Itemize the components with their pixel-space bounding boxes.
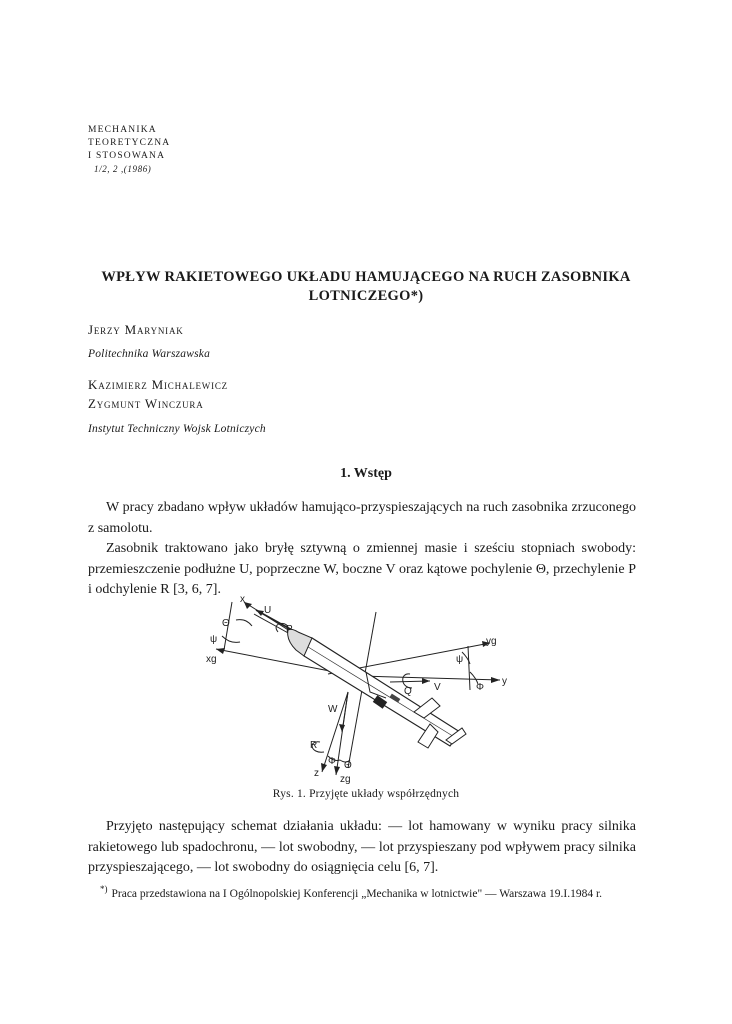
author-3: Zygmunt Winczura: [88, 396, 204, 411]
label-xg: xg: [206, 654, 217, 665]
psi-left-arc: [222, 636, 240, 642]
label-x: x: [240, 594, 245, 605]
right-reference-line: [468, 646, 470, 690]
scheme-paragraph: [88, 817, 636, 879]
label-yg: yg: [486, 636, 497, 647]
journal-name-line1: MECHANIKA: [88, 125, 157, 135]
label-psi-right: ψ: [456, 654, 464, 665]
label-phi-right: Φ: [476, 682, 484, 693]
z-arrowhead: [321, 763, 327, 772]
journal-name-line2: TEORETYCZNA: [88, 138, 171, 148]
affiliation-2: Instytut Techniczny Wojsk Lotniczych: [88, 423, 266, 435]
author-2: Kazimierz Michalewicz: [88, 377, 228, 392]
journal-volume: 1/2, 2 ,(1986): [94, 164, 152, 174]
y-axis-line: [360, 676, 500, 680]
paragraph-1: W pracy zbadano wpływ układów hamująco-przyspieszających na ruch zasobnika zrzuconego z samolotu.: [88, 500, 636, 536]
label-q: Q: [404, 686, 412, 697]
affiliation-1: Politechnika Warszawska: [88, 348, 211, 360]
label-theta-top: Θ: [222, 618, 230, 629]
paragraph-2: Zasobnik traktowano jako bryłę sztywną o zmiennej masie i sześciu stopniach swobody: przemieszczenie podłużne U, poprzeczne W, boczne V oraz kątowe pochylenie Θ, przechylenie P i odchylenie R [3, 6, 7].: [88, 541, 636, 597]
intro-paragraphs: [88, 498, 636, 601]
y-arrowhead: [491, 677, 500, 683]
coordinate-systems-figure: [200, 592, 520, 788]
label-theta-bottom: Θ: [344, 760, 352, 771]
paper-title: [60, 268, 672, 306]
label-y: y: [502, 676, 507, 687]
w-arrowhead: [339, 724, 345, 732]
title-line1: WPŁYW RAKIETOWEGO UKŁADU HAMUJĄCEGO NA RUCH ZASOBNIKA: [101, 269, 631, 285]
xg-arrowhead: [216, 648, 225, 654]
label-v: V: [434, 682, 441, 693]
footnote-text: Praca przedstawiona na I Ogólnopolskiej Konferencji „Mechanika w lotnictwie" — Warszawa 19.I.1984 r.: [111, 887, 603, 900]
u-arrowhead: [256, 610, 264, 616]
label-z: z: [314, 768, 319, 779]
paragraph-3: Przyjęto następujący schemat działania układu: — lot hamowany w wyniku pracy silnika rakietowego lub spadochronu, — lot swobodny, — lot przyspieszany pod wpływem pracy silnika przyspieszającego, — lot swobodny do osiągnięcia celu [6, 7].: [88, 819, 636, 875]
author-1: Jerzy Maryniak: [88, 322, 184, 337]
figure-caption: Rys. 1. Przyjęte układy współrzędnych: [272, 788, 460, 800]
label-psi-left: ψ: [210, 634, 218, 645]
journal-header: [88, 124, 170, 176]
label-phi-bottom: Φ: [328, 756, 336, 767]
label-u: U: [264, 605, 272, 616]
journal-name-line3: I STOSOWANA: [88, 151, 166, 161]
label-r: R: [310, 740, 318, 751]
label-zg: zg: [340, 774, 351, 785]
label-p: P: [286, 624, 293, 635]
x-arrowhead: [244, 602, 252, 609]
title-line2: LOTNICZEGO*): [308, 288, 424, 304]
section-heading: 1. Wstęp: [340, 466, 392, 481]
footnote-mark: *): [100, 884, 108, 894]
label-w: W: [328, 704, 338, 715]
theta-top-arc: [236, 620, 252, 626]
footnote: [88, 881, 636, 902]
v-arrowhead: [422, 678, 430, 684]
